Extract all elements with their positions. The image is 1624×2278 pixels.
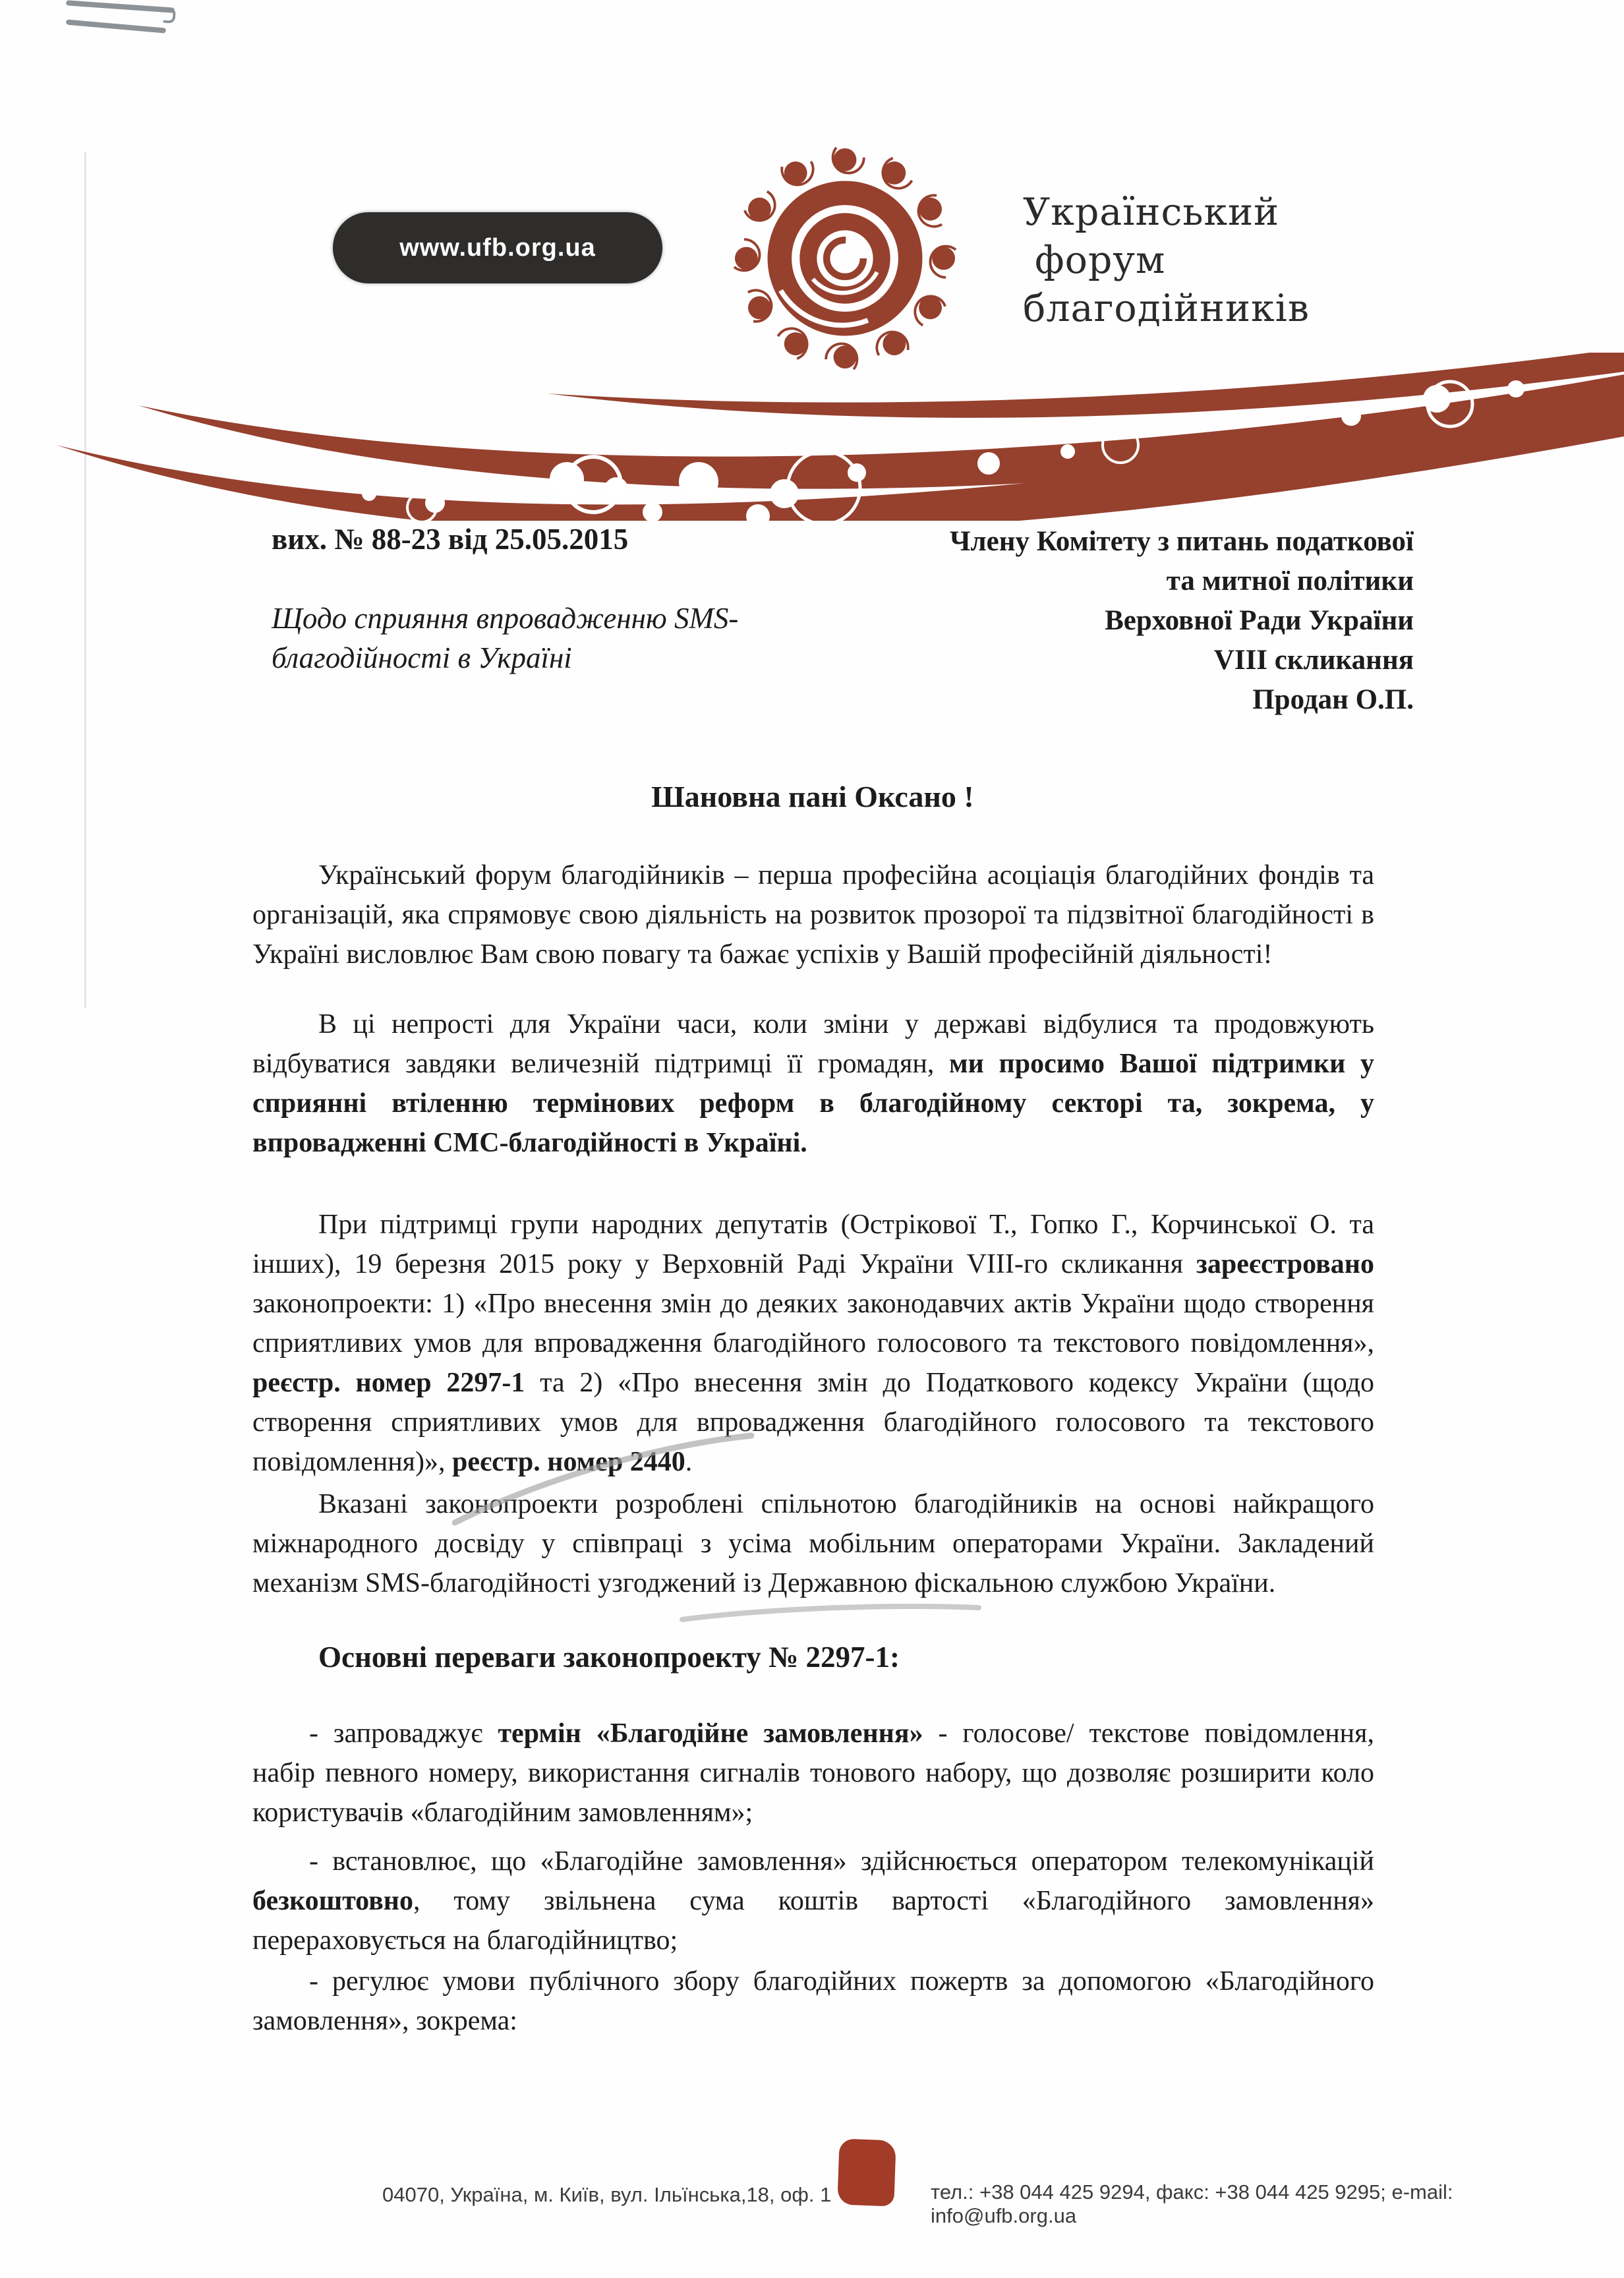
bullet-item-1: - запроваджує термін «Благодійне замовлення» - голосове/ текстове повідомлення, набір певного номеру, використання сигналів тонового набору, що дозволяє розширити коло користувачів «благодійним замовленням»; xyxy=(252,1718,1374,1828)
bullet-item-2: - встановлює, що «Благодійне замовлення» здійснюється оператором телекомунікацій безкоштовно, тому звільнена сума коштів вартості «Благодійного замовлення» перераховується на благодійництво; xyxy=(252,1846,1374,1956)
bullet-item-3: - регулює умови публічного збору благодійних пожертв за допомогою «Благодійного замовлення», зокрема: xyxy=(252,1966,1374,2036)
footer-logo-mark xyxy=(837,2139,896,2207)
outgoing-reference: вих. № 88-23 від 25.05.2015 xyxy=(272,523,629,556)
scan-edge-artifact xyxy=(84,152,86,1008)
footer-address: 04070, Україна, м. Київ, вул. Ільїнська,18, оф. 1 xyxy=(382,2183,832,2206)
website-url: www.ufb.org.ua xyxy=(399,233,596,262)
paperclip-artifact xyxy=(66,0,175,13)
section-heading: Основні переваги законопроекту № 2297-1: xyxy=(318,1641,900,1674)
decorative-wave xyxy=(0,353,1624,521)
paragraph-cooperation: Вказані законопроекти розроблені спільнотою благодійників на основі найкращого міжнародного досвіду у співпраці з усіма мобільним операторами України. Закладений механізм SMS-благодійності узгоджений із Державною фіскальною службою України. xyxy=(252,1489,1374,1598)
salutation: Шановна пані Оксано ! xyxy=(651,780,974,813)
footer-contacts: тел.: +38 044 425 9294, факс: +38 044 425 9295; e-mail: info@ufb.org.ua xyxy=(931,2180,1453,2227)
website-pill xyxy=(333,212,662,283)
paragraph-intro: Український форум благодійників – перша професійна асоціація благодійних фондів та організацій, яка спрямовує свою діяльність на розвиток прозорої та підзвітної благодійності в Україні висловлює Вам свою повагу та бажає успіхів у Вашій професійній діяльності! xyxy=(252,860,1374,970)
org-name: Український форум благодійників xyxy=(1023,190,1310,330)
paragraph-support-request: В ці непрості для України часи, коли зміни у державі відбулися та продовжують відбуватися завдяки величезній підтримці її громадян, ми просимо Вашої підтримки у сприянні втіленню термінових реформ в благодійному секторі та, зокрема, у впровадженні СМС-благодійності в Україні. xyxy=(252,1009,1374,1158)
addressee-block: Члену Комітету з питань податкової та митної політики Верховної Ради України VIII скликання Продан О.П. xyxy=(949,526,1414,715)
subject-line: Щодо сприяння впровадженню SMS- благодійності в Україні xyxy=(272,602,739,674)
ufb-sun-logo-icon xyxy=(730,144,960,373)
letter-body xyxy=(252,856,1374,2041)
paragraph-draft-laws: При підтримці групи народних депутатів (Острікової Т., Гопко Г., Корчинської О. та інших), 19 березня 2015 року у Верховній Раді України VIII-го скликання зареєстровано законопроекти: 1) «Про внесення змін до деяких законодавчих актів України щодо створення сприятливих умов для впровадження благодійного голосового та текстового повідомлення», реєстр. номер 2297-1 та 2) «Про внесення змін до Податкового кодексу України (щодо створення сприятливих умов для впровадження благодійного голосового та текстового повідомлення)», реєстр. номер 2440. xyxy=(252,1210,1374,1477)
paperclip-artifact xyxy=(66,19,166,33)
